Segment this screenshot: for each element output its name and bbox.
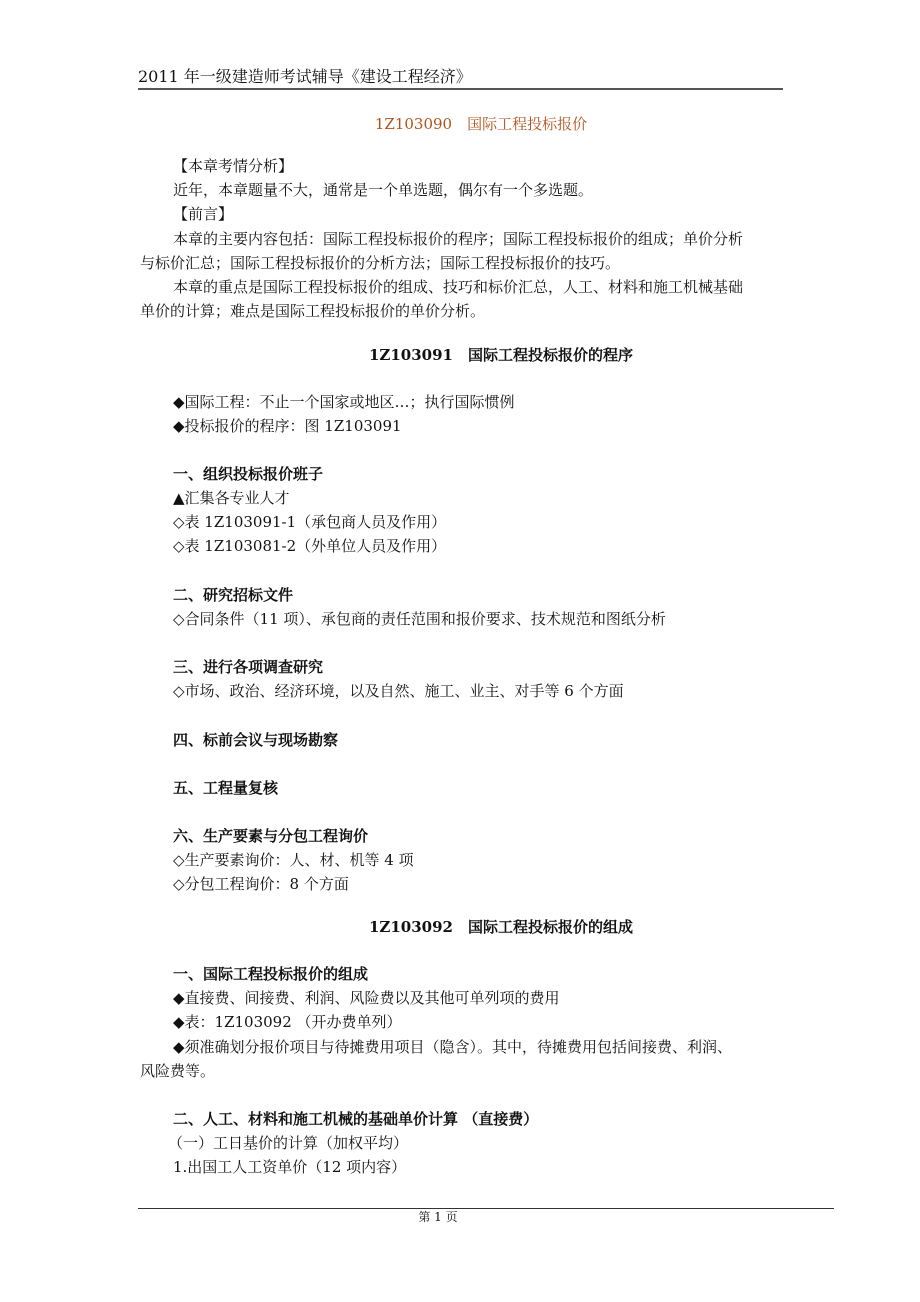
subsection-heading: 三、进行各项调查研究	[173, 658, 324, 676]
header-divider	[138, 88, 783, 90]
analysis-text: 近年，本章题量不大，通常是一个单选题，偶尔有一个多选题。	[173, 181, 594, 199]
document-header: 2011 年一级建造师考试辅导《建设工程经济》	[138, 67, 472, 86]
list-item: 1.出国工人工资单价（12 项内容）	[173, 1158, 407, 1176]
bullet-item: ◆投标报价的程序：图 1Z103091	[173, 417, 402, 435]
section-title: 1Z103092 国际工程投标报价的组成	[368, 918, 633, 936]
section-title: 1Z103091 国际工程投标报价的程序	[368, 346, 633, 364]
page-number: 第 1 页	[418, 1210, 458, 1224]
subsection-heading: 一、组织投标报价班子	[173, 465, 324, 483]
list-item: ◇表 1Z103091-1（承包商人员及作用）	[173, 513, 447, 531]
subsection-heading: 五、工程量复核	[173, 779, 279, 797]
subsection-heading: 六、生产要素与分包工程询价	[173, 827, 369, 845]
list-item: ◇合同条件（11 项）、承包商的责任范围和报价要求、技术规范和图纸分析	[173, 610, 666, 628]
list-item: ◇表 1Z103081-2（外单位人员及作用）	[173, 537, 447, 555]
list-item: ▲汇集各专业人才	[173, 489, 290, 507]
bullet-item: ◆须准确划分报价项目与待摊费用项目（隐含）。其中，待摊费用包括间接费、利润、	[173, 1038, 733, 1056]
subsection-heading: 二、研究招标文件	[173, 586, 294, 604]
preface-paragraph: 本章的重点是国际工程投标报价的组成、技巧和标价汇总，人工、材料和施工机械基础	[173, 278, 744, 296]
bullet-item: ◆国际工程：不止一个国家或地区…；执行国际惯例	[173, 393, 515, 411]
list-item: ◇分包工程询价：8 个方面	[173, 875, 349, 893]
bullet-item: ◆表：1Z103092 （开办费单列）	[173, 1013, 402, 1031]
analysis-label: 【本章考情分析】	[173, 157, 294, 175]
list-item: （一）工日基价的计算（加权平均）	[168, 1134, 409, 1152]
bullet-item-continued: 风险费等。	[140, 1062, 216, 1080]
bullet-item: ◆直接费、间接费、利润、风险费以及其他可单列项的费用	[173, 989, 560, 1007]
preface-paragraph: 与标价汇总；国际工程投标报价的分析方法；国际工程投标报价的技巧。	[140, 254, 621, 272]
list-item: ◇生产要素询价：人、材、机等 4 项	[173, 851, 414, 869]
subsection-heading: 一、国际工程投标报价的组成	[173, 965, 369, 983]
preface-label: 【前言】	[173, 205, 234, 223]
chapter-title: 1Z103090 国际工程投标报价	[374, 115, 588, 133]
subsection-heading: 四、标前会议与现场勘察	[173, 731, 339, 749]
preface-paragraph: 本章的主要内容包括：国际工程投标报价的程序；国际工程投标报价的组成；单价分析	[173, 230, 744, 248]
subsection-heading: 二、人工、材料和施工机械的基础单价计算 （直接费）	[173, 1110, 539, 1128]
preface-paragraph: 单价的计算；难点是国际工程投标报价的单价分析。	[140, 302, 486, 320]
list-item: ◇市场、政治、经济环境，以及自然、施工、业主、对手等 6 个方面	[173, 682, 624, 700]
